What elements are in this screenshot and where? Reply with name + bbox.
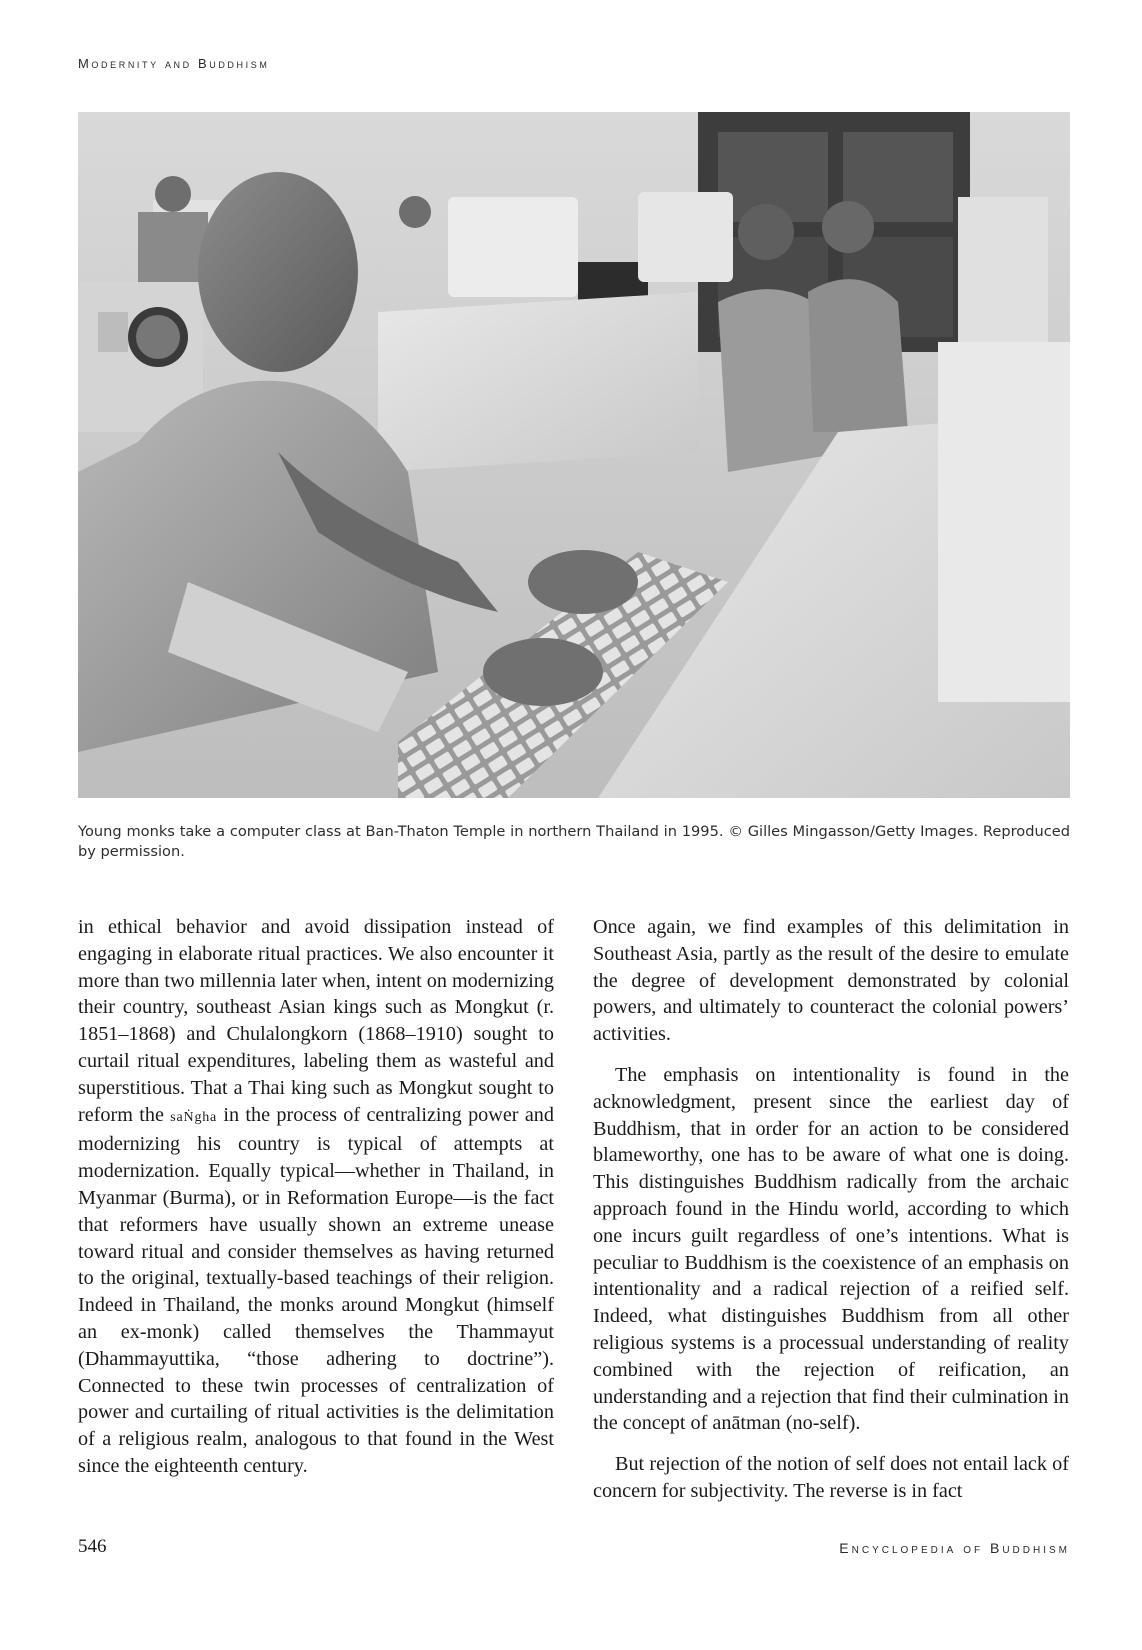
right-paragraph-3: But rejection of the notion of self does not entail lack of concern for subjectivity. The reverse is in fact (593, 1453, 1069, 1502)
right-paragraph-1: Once again, we find examples of this delimitation in Southeast Asia, partly as the result of the desire to emulate the degree of development demonstrated by colonial powers, and ultimately to counteract the colonial powers’ activities. (593, 916, 1069, 1046)
right-column (593, 914, 1069, 1505)
right-paragraph-2: The emphasis on intentionality is found in the acknowledgment, present since the earliest day of Buddhism, that in order for an action to be considered blameworthy, one has to be aware of what one is doing. This distinguishes Buddhism radically from the archaic approach found in the Hindu world, according to which one incurs guilt regardless of one’s intentions. What is peculiar to Buddhism is the coexistence of an emphasis on intentionality and a radical rejection of a reified self. Indeed, what distinguishes Buddhism from all other religious systems is a processual understanding of reality combined with the rejection of reification, an understanding and a rejection that find their culmination in the concept of anātman (no-self). (593, 1063, 1069, 1435)
left-column (78, 914, 554, 1480)
running-head: Modernity and Buddhism (78, 56, 270, 71)
figure-photo (78, 112, 1070, 798)
left-paragraph-1-text-a: in ethical behavior and avoid dissipation instead of engaging in elaborate ritual practices. We also encounter it more than two millennia later when, intent on modernizing their country, southeast Asian kings such as Mongkut (r. 1851–1868) and Chulalongkorn (1868–1910) sought to curtail ritual expenditures, labeling them as wasteful and superstitious. That a Thai king such as Mongkut sought to reform the (78, 916, 554, 1126)
photo-monks-computer-class (78, 112, 1070, 798)
left-paragraph-1-text-b: in the process of centralizing power and modernizing his country is typical of attempts at modernization. Equally typical—whether in Thailand, in Myanmar (Burma), or in Reformation Europe—is the fact that reformers have usually shown an extreme unease toward ritual and consider themselves as having returned to the original, textually-based teachings of their religion. Indeed in Thailand, the monks around Mongkut (himself an ex-monk) called themselves the Thammayut (Dhammayuttika, “those adhering to doctrine”). Connected to these twin processes of centralization of power and curtailing of ritual activities is the delimitation of a religious realm, analogous to that found in the West since the eighteenth century. (78, 1103, 554, 1477)
sangha-term: saṄgha (170, 1109, 218, 1125)
running-foot: Encyclopedia of Buddhism (839, 1540, 1070, 1556)
back-desk (378, 292, 698, 472)
foreground-monitor (938, 342, 1070, 702)
figure-caption: Young monks take a computer class at Ban-Thaton Temple in northern Thailand in 1995. © Gilles Mingasson/Getty Images. Reproduced by permission. (78, 823, 1070, 860)
page-number: 546 (78, 1536, 107, 1557)
left-paragraph-1 (78, 914, 554, 1480)
